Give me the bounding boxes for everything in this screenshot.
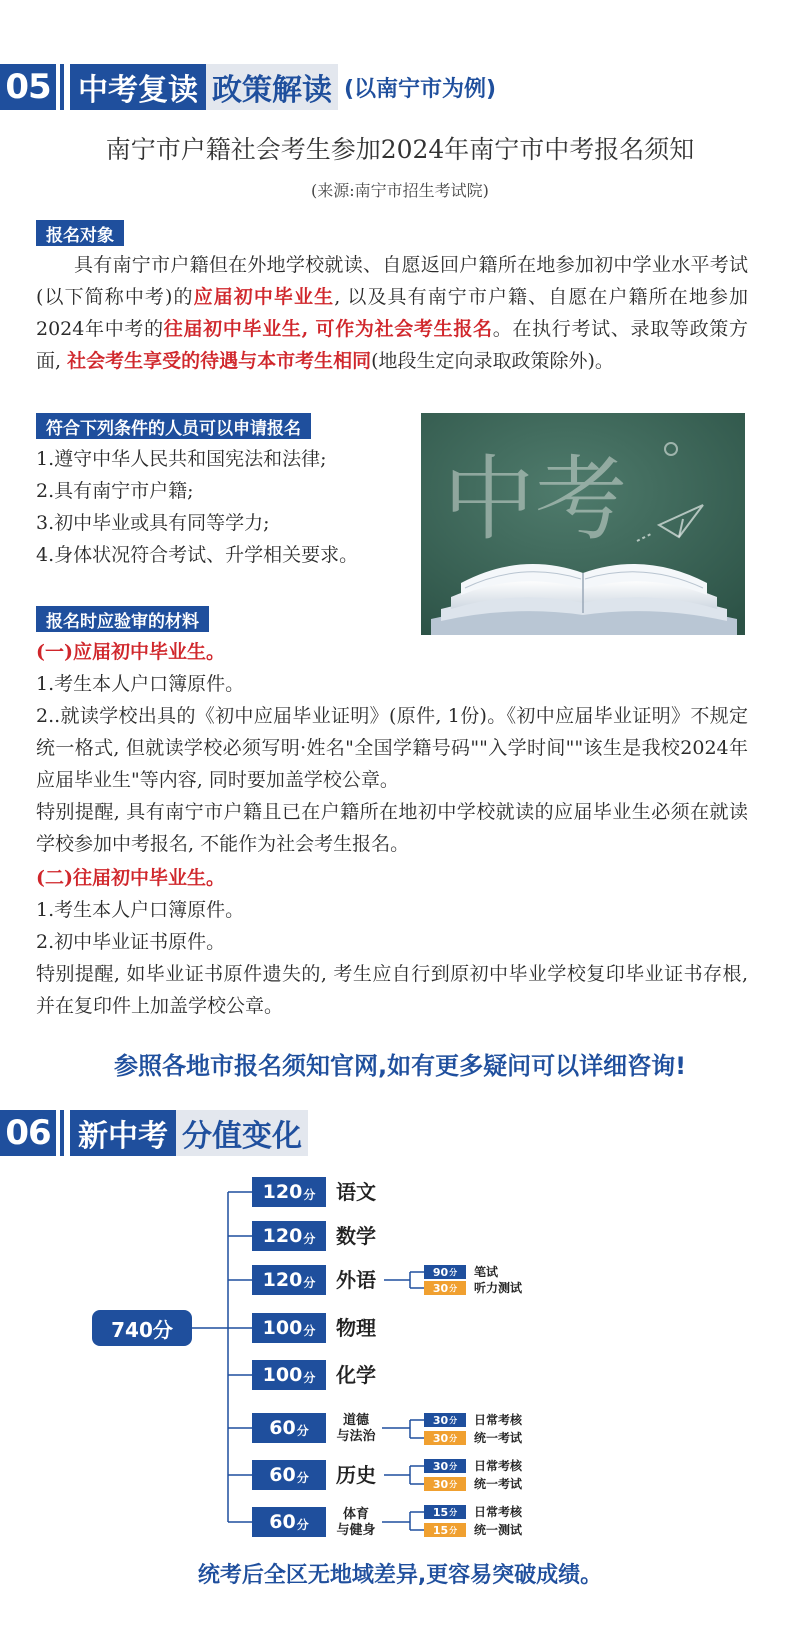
subject-name: 道德 与法治 (336, 1413, 376, 1444)
tag-registration-target: 报名对象 (36, 220, 124, 246)
part-score: 15 分 (424, 1523, 466, 1537)
subject-name: 历史 (336, 1463, 376, 1487)
subject-name: 数学 (336, 1224, 376, 1248)
part-label: 统一考试 (474, 1477, 523, 1491)
section-number: 06 (0, 1110, 56, 1156)
chalkboard-books-photo (421, 413, 745, 635)
section-title-note: (以南宁市为例) (344, 76, 497, 102)
subject-score: 60 分 (252, 1460, 326, 1490)
subject-score: 100 分 (252, 1313, 326, 1343)
subject-name: 语文 (336, 1180, 376, 1204)
target-highlight-3: 社会考生享受的待遇与本市考生相同 (67, 350, 372, 372)
section-05-header (0, 62, 496, 112)
section-title-secondary: 政策解读 (206, 64, 338, 110)
part-score: 30 分 (424, 1281, 466, 1295)
target-text-4: (地段生定向录取政策除外)。 (371, 350, 614, 372)
fresh-material-item: 2..就读学校出具的《初中应届毕业证明》(原件, 1份)。《初中应届毕业证明》不规定统一格式, 但就读学校必须写明·姓名"全国学籍号码""入学时间""该生是我校2024年应届毕业生"等内容, 同时要加盖学校公章。 (36, 705, 748, 791)
section-06-header (0, 1108, 308, 1158)
document-title: 南宁市户籍社会考生参加2024年南宁市中考报名须知 (105, 135, 695, 164)
section-title-primary: 中考复读 (70, 64, 206, 110)
section-number: 05 (0, 64, 56, 110)
condition-item: 4.身体状况符合考试、升学相关要求。 (36, 544, 359, 566)
part-label: 统一测试 (474, 1523, 523, 1537)
condition-item: 3.初中毕业或具有同等学力; (36, 512, 270, 534)
past-special-reminder: 特别提醒, 如毕业证书原件遗失的, 考生应自行到原初中毕业学校复印毕业证书存根, 并在复印件上加盖学校公章。 (36, 963, 748, 1017)
target-highlight-1: 应届初中毕业生 (193, 286, 335, 308)
section-title-primary: 新中考 (70, 1110, 176, 1156)
target-text-1: 具有南宁市户籍但在外地学校就读、自愿返回户籍所在地参加初中学业水平考试(以下简称中考)的 (36, 254, 748, 308)
part-score: 15 分 (424, 1505, 466, 1519)
condition-item: 1.遵守中华人民共和国宪法和法律; (36, 448, 327, 470)
fresh-material-item: 1.考生本人户口簿原件。 (36, 673, 245, 695)
target-text-2: , 以及具有南宁市户籍、自愿在户籍所在地参加2024年中考的 (36, 286, 748, 340)
subject-score: 100 分 (252, 1360, 326, 1390)
section-divider-bar (60, 1110, 64, 1156)
part-label: 笔试 (474, 1265, 499, 1279)
fresh-special-reminder: 特别提醒, 具有南宁市户籍且已在户籍所在地初中学校就读的应届毕业生必须在就读学校参加中考报名, 不能作为社会考生报名。 (36, 801, 748, 855)
subject-name: 体育 与健身 (336, 1507, 376, 1538)
subject-score: 120 分 (252, 1177, 326, 1207)
tag-required-materials: 报名时应验审的材料 (36, 606, 209, 632)
chalkboard-books-image (421, 413, 745, 635)
target-text-3: 。在执行考试、录取等政策方面, (36, 318, 748, 372)
total-score-node: 740分 (92, 1310, 192, 1346)
part-label: 日常考核 (474, 1505, 523, 1519)
part-score: 30 分 (424, 1413, 466, 1427)
part-label: 日常考核 (474, 1413, 523, 1427)
subject-score: 60 分 (252, 1507, 326, 1537)
past-material-item: 2.初中毕业证书原件。 (36, 931, 226, 953)
section-title-secondary: 分值变化 (176, 1110, 308, 1156)
part-score: 30 分 (424, 1459, 466, 1473)
part-score: 90 分 (424, 1265, 466, 1279)
part-label: 日常考核 (474, 1459, 523, 1473)
part-score: 30 分 (424, 1477, 466, 1491)
subject-score: 60 分 (252, 1413, 326, 1443)
subject-name: 化学 (336, 1363, 376, 1387)
document-source: (来源:南宁市招生考试院) (311, 181, 489, 200)
tree-connectors (0, 1170, 800, 1550)
paragraph-registration-target (36, 249, 748, 377)
tag-eligibility: 符合下列条件的人员可以申请报名 (36, 413, 311, 439)
subject-name: 外语 (336, 1268, 376, 1292)
fresh-graduates-heading: (一)应届初中毕业生。 (36, 641, 225, 663)
part-label: 听力测试 (474, 1281, 523, 1295)
part-score: 30 分 (424, 1431, 466, 1445)
subject-name: 物理 (336, 1316, 376, 1340)
past-material-item: 1.考生本人户口簿原件。 (36, 899, 245, 921)
section-divider-bar (60, 64, 64, 110)
bottom-note: 统考后全区无地域差异,更容易突破成绩。 (197, 1563, 603, 1588)
part-label: 统一考试 (474, 1431, 523, 1445)
past-graduates-heading: (二)往届初中毕业生。 (36, 867, 225, 889)
consult-note: 参照各地市报名须知官网,如有更多疑问可以详细咨询! (113, 1052, 687, 1080)
target-highlight-2: 往届初中毕业生, 可作为社会考生报名 (163, 318, 493, 340)
subject-score: 120 分 (252, 1265, 326, 1295)
condition-item: 2.具有南宁市户籍; (36, 480, 194, 502)
chalk-text: 中考 (443, 446, 628, 553)
subject-score: 120 分 (252, 1221, 326, 1251)
score-tree-diagram (0, 1170, 800, 1550)
